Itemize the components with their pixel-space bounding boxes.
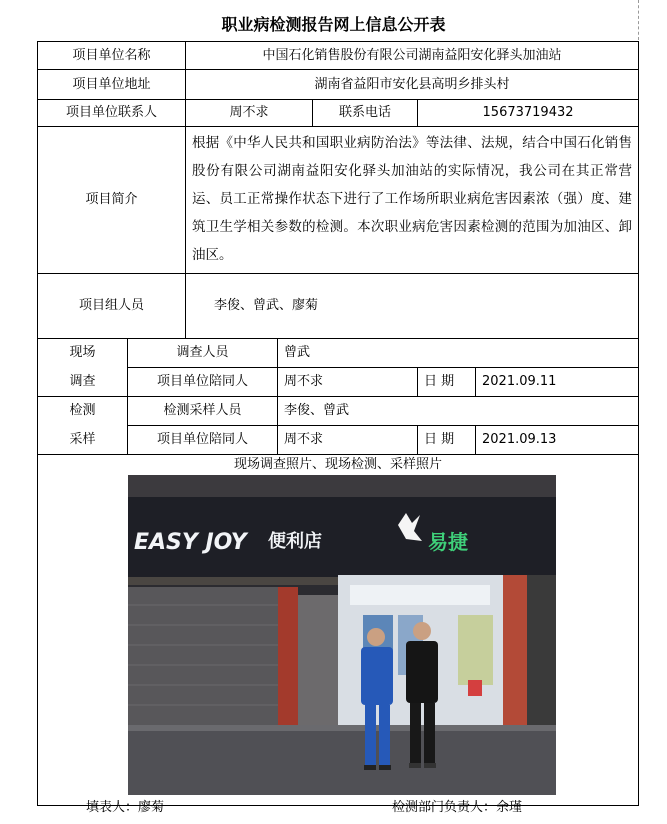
- sampling-label-2: 采样: [38, 426, 128, 455]
- photo-area: [38, 475, 638, 805]
- intro-text: 根据《中华人民共和国职业病防治法》等法律、法规，结合中国石化销售股份有限公司湖南益阳安化驿头加油站的实际情况，我公司在其正常营运、员工正常操作状态下进行了工作场所职业病危害因素浓（强）度、建筑卫生学相关参数的检测。本次职业病危害因素检测的范围为加油区、卸油区。: [186, 127, 639, 274]
- page-title: 职业病检测报告网上信息公开表: [221, 15, 446, 34]
- table-row: [38, 70, 639, 100]
- site-photo: [128, 475, 556, 795]
- unit-address-value: 湖南省益阳市安化县高明乡排头村: [186, 70, 639, 100]
- team-value: 李俊、曾武、廖菊: [186, 274, 639, 339]
- info-table: [37, 41, 639, 806]
- survey-date-value: 2021.09.11: [476, 368, 639, 397]
- page-edge-marker: [638, 0, 640, 40]
- table-row: [38, 127, 639, 274]
- sign-store: 便利店: [268, 531, 322, 552]
- survey-escort-value: 周不求: [278, 368, 418, 397]
- survey-label-1: 现场: [38, 339, 128, 368]
- table-row: [38, 274, 639, 339]
- sampler-value: 李俊、曾武: [278, 397, 639, 426]
- sign-easyjoy: EASY JOY: [134, 530, 247, 555]
- table-row: [38, 368, 639, 397]
- photo-caption: 现场调查照片、现场检测、采样照片: [234, 457, 443, 472]
- table-row: [38, 397, 639, 426]
- contact-label: 项目单位联系人: [38, 100, 186, 127]
- survey-label-2: 调查: [38, 368, 128, 397]
- survey-date-label: 日 期: [418, 368, 476, 397]
- table-row: [38, 426, 639, 455]
- table-row: [38, 100, 639, 127]
- phone-value: 15673719432: [418, 100, 639, 127]
- photo-cell: [38, 455, 639, 806]
- unit-address-label: 项目单位地址: [38, 70, 186, 100]
- intro-label: 项目简介: [38, 127, 186, 274]
- responsible-signature: 检测部门负责人：余瑾: [392, 800, 523, 815]
- sampler-label: 检测采样人员: [128, 397, 278, 426]
- investigator-label: 调查人员: [128, 339, 278, 368]
- contact-value: 周不求: [186, 100, 313, 127]
- sampling-escort-value: 周不求: [278, 426, 418, 455]
- sign-yijie: 易捷: [428, 530, 468, 554]
- team-label: 项目组人员: [38, 274, 186, 339]
- phone-label: 联系电话: [313, 100, 418, 127]
- sampling-label-1: 检测: [38, 397, 128, 426]
- table-row: [38, 455, 639, 806]
- survey-escort-label: 项目单位陪同人: [128, 368, 278, 397]
- investigator-value: 曾武: [278, 339, 639, 368]
- table-row: [38, 339, 639, 368]
- unit-name-label: 项目单位名称: [38, 42, 186, 70]
- site-photo-svg: [128, 475, 556, 795]
- sampling-escort-label: 项目单位陪同人: [128, 426, 278, 455]
- filler-signature: 填表人：廖菊: [86, 800, 165, 815]
- sampling-date-label: 日 期: [418, 426, 476, 455]
- sampling-date-value: 2021.09.13: [476, 426, 639, 455]
- unit-name-value: 中国石化销售股份有限公司湖南益阳安化驿头加油站: [186, 42, 639, 70]
- table-row: [38, 42, 639, 70]
